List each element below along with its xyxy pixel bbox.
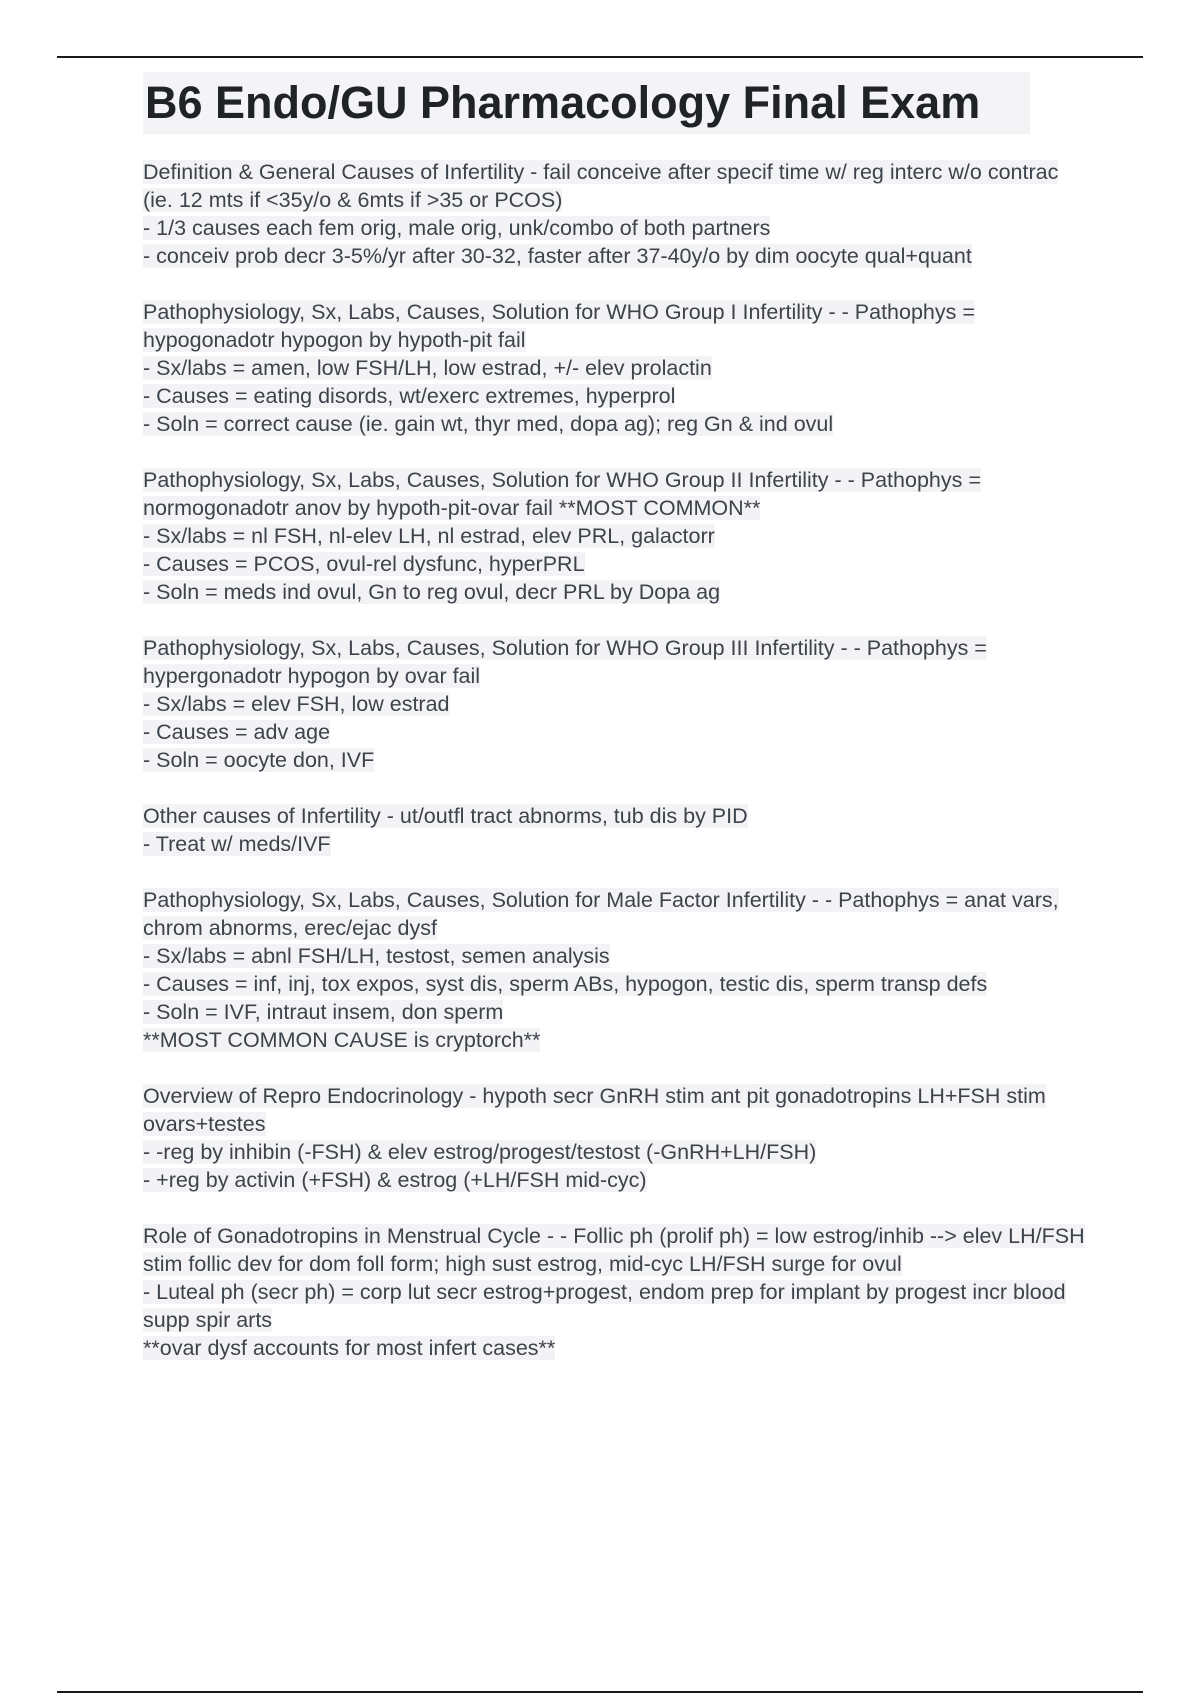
card-text: - Sx/labs = elev FSH, low estrad	[143, 692, 450, 716]
card-text: - Sx/labs = amen, low FSH/LH, low estrad, +/- elev prolactin	[143, 356, 712, 380]
card-detail-line	[143, 746, 1093, 774]
flashcard	[143, 1082, 1093, 1194]
top-rule	[57, 56, 1143, 58]
flashcard	[143, 466, 1093, 606]
card-detail-line	[143, 1138, 1093, 1166]
card-detail-line	[143, 1026, 1093, 1054]
bottom-rule	[57, 1691, 1143, 1693]
card-detail-line	[143, 522, 1093, 550]
card-text: - Soln = correct cause (ie. gain wt, thyr med, dopa ag); reg Gn & ind ovul	[143, 412, 834, 436]
card-detail-line	[143, 354, 1093, 382]
card-detail-line	[143, 578, 1093, 606]
flashcard	[143, 1222, 1093, 1362]
flashcard	[143, 802, 1093, 858]
card-text: - -reg by inhibin (-FSH) & elev estrog/progest/testost (-GnRH+LH/FSH)	[143, 1140, 817, 1164]
card-text: Definition & General Causes of Infertility - fail conceive after specif time w/ reg interc w/o contrac (ie. 12 mts if <35y/o & 6mts if >35 or PCOS)	[143, 160, 1059, 212]
card-detail-line	[143, 242, 1093, 270]
flashcard	[143, 298, 1093, 438]
card-detail-line	[143, 718, 1093, 746]
card-term-line	[143, 634, 1093, 690]
card-text: Overview of Repro Endocrinology - hypoth secr GnRH stim ant pit gonadotropins LH+FSH stim ovars+testes	[143, 1084, 1046, 1136]
card-detail-line	[143, 214, 1093, 242]
card-text: - Causes = PCOS, ovul-rel dysfunc, hyperPRL	[143, 552, 585, 576]
flashcard	[143, 634, 1093, 774]
document-body	[143, 72, 1093, 1390]
document-title: B6 Endo/GU Pharmacology Final Exam	[145, 77, 981, 128]
card-text: - Soln = IVF, intraut insem, don sperm	[143, 1000, 504, 1024]
flashcard-list	[143, 158, 1093, 1362]
card-text: Pathophysiology, Sx, Labs, Causes, Solution for WHO Group I Infertility - - Pathophys = hypogonadotr hypogon by hypoth-pit fail	[143, 300, 975, 352]
card-term-line	[143, 466, 1093, 522]
card-text: Pathophysiology, Sx, Labs, Causes, Solution for WHO Group II Infertility - - Pathophys = normogonadotr anov by hypoth-pit-ovar fail **MOST COMMON**	[143, 468, 981, 520]
flashcard	[143, 158, 1093, 270]
card-detail-line	[143, 690, 1093, 718]
card-term-line	[143, 802, 1093, 830]
card-term-line	[143, 298, 1093, 354]
card-text: - Causes = adv age	[143, 720, 331, 744]
card-detail-line	[143, 550, 1093, 578]
card-text: - Treat w/ meds/IVF	[143, 832, 331, 856]
card-term-line	[143, 1222, 1093, 1278]
card-detail-line	[143, 1278, 1093, 1334]
card-text: - Sx/labs = nl FSH, nl-elev LH, nl estrad, elev PRL, galactorr	[143, 524, 715, 548]
card-text: - Causes = inf, inj, tox expos, syst dis, sperm ABs, hypogon, testic dis, sperm transp defs	[143, 972, 988, 996]
card-term-line	[143, 886, 1093, 942]
card-text: - Soln = meds ind ovul, Gn to reg ovul, decr PRL by Dopa ag	[143, 580, 721, 604]
card-text: Pathophysiology, Sx, Labs, Causes, Solution for WHO Group III Infertility - - Pathophys = hypergonadotr hypogon by ovar fail	[143, 636, 987, 688]
card-detail-line	[143, 942, 1093, 970]
card-text: - +reg by activin (+FSH) & estrog (+LH/FSH mid-cyc)	[143, 1168, 647, 1192]
card-text: - Soln = oocyte don, IVF	[143, 748, 375, 772]
card-text: Pathophysiology, Sx, Labs, Causes, Solution for Male Factor Infertility - - Pathophys = anat vars, chrom abnorms, erec/ejac dysf	[143, 888, 1059, 940]
card-text: **MOST COMMON CAUSE is cryptorch**	[143, 1028, 541, 1052]
card-term-line	[143, 158, 1093, 214]
card-detail-line	[143, 382, 1093, 410]
card-text: - 1/3 causes each fem orig, male orig, unk/combo of both partners	[143, 216, 771, 240]
flashcard	[143, 886, 1093, 1054]
card-text: Other causes of Infertility - ut/outfl tract abnorms, tub dis by PID	[143, 804, 748, 828]
card-text: Role of Gonadotropins in Menstrual Cycle - - Follic ph (prolif ph) = low estrog/inhib --> elev LH/FSH stim follic dev for dom foll form; high sust estrog, mid-cyc LH/FSH surge for ovul	[143, 1224, 1085, 1276]
card-detail-line	[143, 1166, 1093, 1194]
card-detail-line	[143, 1334, 1093, 1362]
card-detail-line	[143, 410, 1093, 438]
card-detail-line	[143, 970, 1093, 998]
card-text: - Causes = eating disords, wt/exerc extremes, hyperprol	[143, 384, 676, 408]
title-banner	[143, 72, 1030, 134]
card-text: **ovar dysf accounts for most infert cases**	[143, 1336, 556, 1360]
card-text: - Sx/labs = abnl FSH/LH, testost, semen analysis	[143, 944, 610, 968]
card-detail-line	[143, 830, 1093, 858]
card-text: - conceiv prob decr 3-5%/yr after 30-32, faster after 37-40y/o by dim oocyte qual+quant	[143, 244, 972, 268]
card-term-line	[143, 1082, 1093, 1138]
card-detail-line	[143, 998, 1093, 1026]
card-text: - Luteal ph (secr ph) = corp lut secr estrog+progest, endom prep for implant by progest incr blood supp spir arts	[143, 1280, 1066, 1332]
